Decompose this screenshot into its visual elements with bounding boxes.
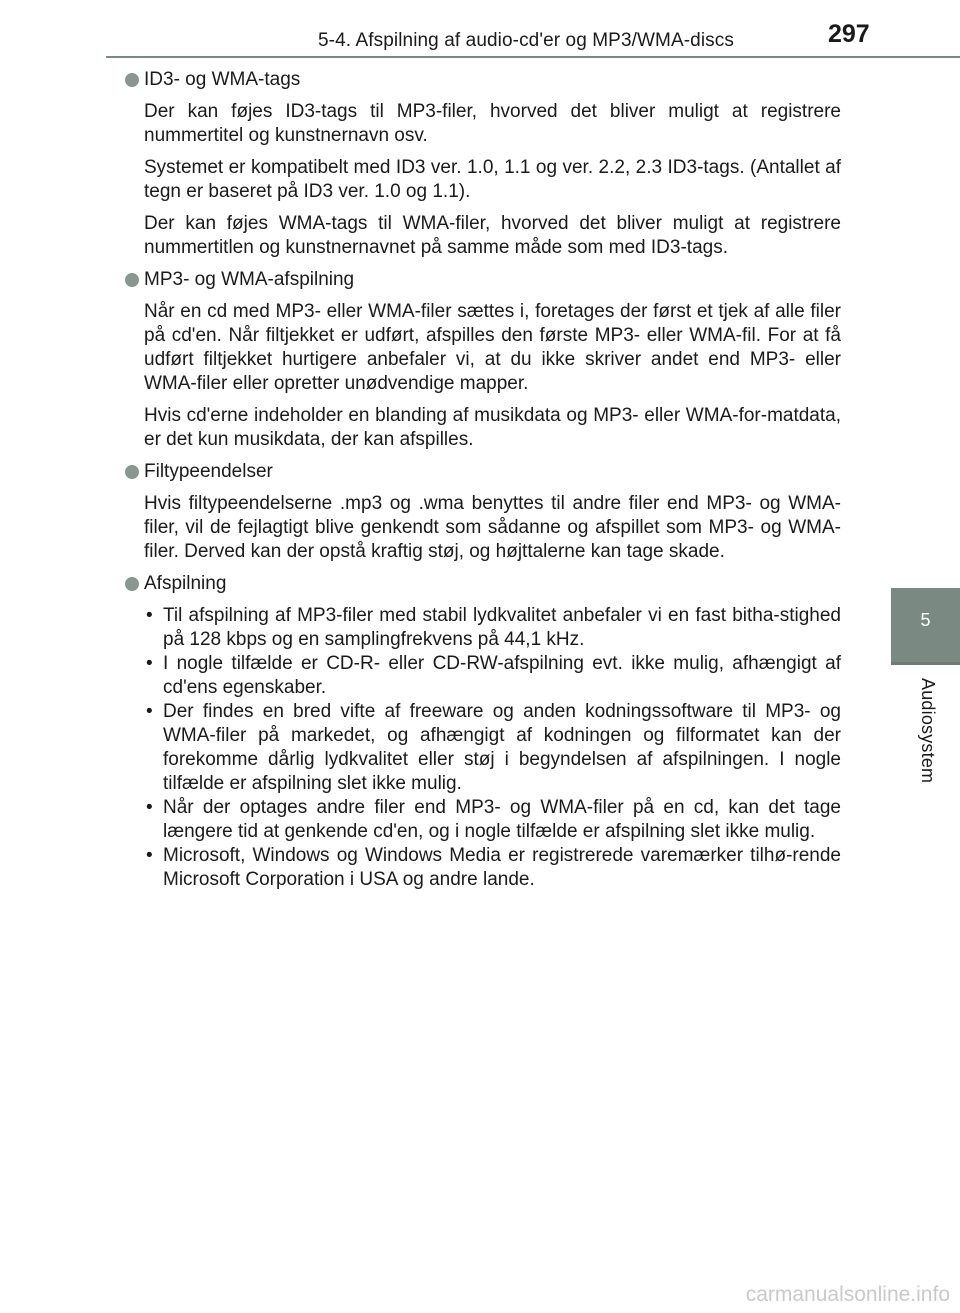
bullet-circle-icon — [125, 465, 139, 479]
list-item-text: Til afspilning af MP3-filer med stabil lydkvalitet anbefaler vi en fast bitha-stighed på 128 kbps og en samplingfrekvens på 44,1 kHz. — [163, 605, 841, 650]
list-item-text: Microsoft, Windows og Windows Media er registrerede varemærker tilhø-rende Microsoft Corporation i USA og andre lande. — [163, 845, 841, 890]
section-heading — [124, 460, 841, 484]
list-item — [144, 844, 841, 892]
list-item — [144, 604, 841, 652]
paragraph: Hvis filtypeendelserne .mp3 og .wma benyttes til andre filer end MP3- og WMA-filer, vil de fejlagtigt blive genkendt som sådanne og afspillet som MP3- og WMA-filer. Derved kan der opstå kraftig støj, og højttalerne kan tage skade. — [144, 493, 841, 562]
bullet-circle-icon — [125, 273, 139, 287]
small-bullet-icon: • — [146, 797, 153, 818]
small-bullet-icon: • — [146, 701, 153, 722]
section-playback — [124, 572, 841, 892]
list-item-text: Der findes en bred vifte af freeware og anden kodningssoftware til MP3- og WMA-filer på markedet, og afhængigt af kodningen og filformatet kan der forekomme dårlig lydkvalitet eller støj i begyndelsen af afspilningen. I nogle tilfælde er afspilning slet ikke mulig. — [163, 701, 841, 794]
paragraph: Hvis cd'erne indeholder en blanding af musikdata og MP3- eller WMA-for-matdata, er det kun musikdata, der kan afspilles. — [144, 405, 841, 450]
section-heading — [124, 268, 841, 292]
running-header-title: 5-4. Afspilning af audio-cd'er og MP3/WMA-discs — [318, 30, 734, 51]
playback-notes-list — [124, 604, 841, 892]
bullet-circle-icon — [125, 577, 139, 591]
section-heading — [124, 68, 841, 92]
list-item — [144, 652, 841, 700]
paragraph: Systemet er kompatibelt med ID3 ver. 1.0, 1.1 og ver. 2.2, 2.3 ID3-tags. (Antallet af tegn er baseret på ID3 ver. 1.0 og 1.1). — [144, 157, 841, 202]
small-bullet-icon: • — [146, 653, 153, 674]
page-number: 297 — [828, 20, 870, 48]
section-file-extensions — [124, 460, 841, 564]
chapter-label: Audiosystem — [918, 678, 938, 784]
chapter-tab — [891, 588, 960, 665]
paragraph: Der kan føjes ID3-tags til MP3-filer, hvorved det bliver muligt at registrere nummertitel og kunstnernavn osv. — [144, 101, 841, 146]
bullet-circle-icon — [125, 73, 139, 87]
small-bullet-icon: • — [146, 605, 153, 626]
list-item — [144, 700, 841, 796]
section-heading-text: MP3- og WMA-afspilning — [144, 269, 355, 290]
paragraph: Når en cd med MP3- eller WMA-filer sættes i, foretages der først et tjek af alle filer på cd'en. Når filtjekket er udført, afspilles den første MP3- eller WMA-fil. For at få udført filtjekket hurtigere anbefaler vi, at du ikke skriver andet end MP3- eller WMA-filer eller opretter unødvendige mapper. — [144, 301, 841, 394]
section-heading — [124, 572, 841, 596]
chapter-number: 5 — [920, 610, 931, 630]
paragraph: Der kan føjes WMA-tags til WMA-filer, hvorved det bliver muligt at registrere nummertitlen og kunstnernavnet på samme måde som med ID3-tags. — [144, 213, 841, 258]
section-heading-text: Afspilning — [144, 573, 227, 594]
list-item — [144, 796, 841, 844]
side-tab-blank — [891, 58, 960, 588]
section-heading-text: Filtypeendelser — [144, 461, 273, 482]
section-heading-text: ID3- og WMA-tags — [144, 69, 301, 90]
list-item-text: Når der optages andre filer end MP3- og WMA-filer på en cd, kan det tage længere tid at genkende cd'en, og i nogle tilfælde er afspilning slet ikke mulig. — [163, 797, 841, 842]
page-content — [124, 68, 841, 900]
watermark: carmanualsonline.info — [745, 1283, 950, 1306]
small-bullet-icon: • — [146, 845, 153, 866]
list-item-text: I nogle tilfælde er CD-R- eller CD-RW-afspilning evt. ikke mulig, afhængigt af cd'ens egenskaber. — [163, 653, 841, 698]
header-divider — [106, 56, 960, 58]
section-mp3-wma-playback — [124, 268, 841, 452]
section-id3-wma-tags — [124, 68, 841, 260]
